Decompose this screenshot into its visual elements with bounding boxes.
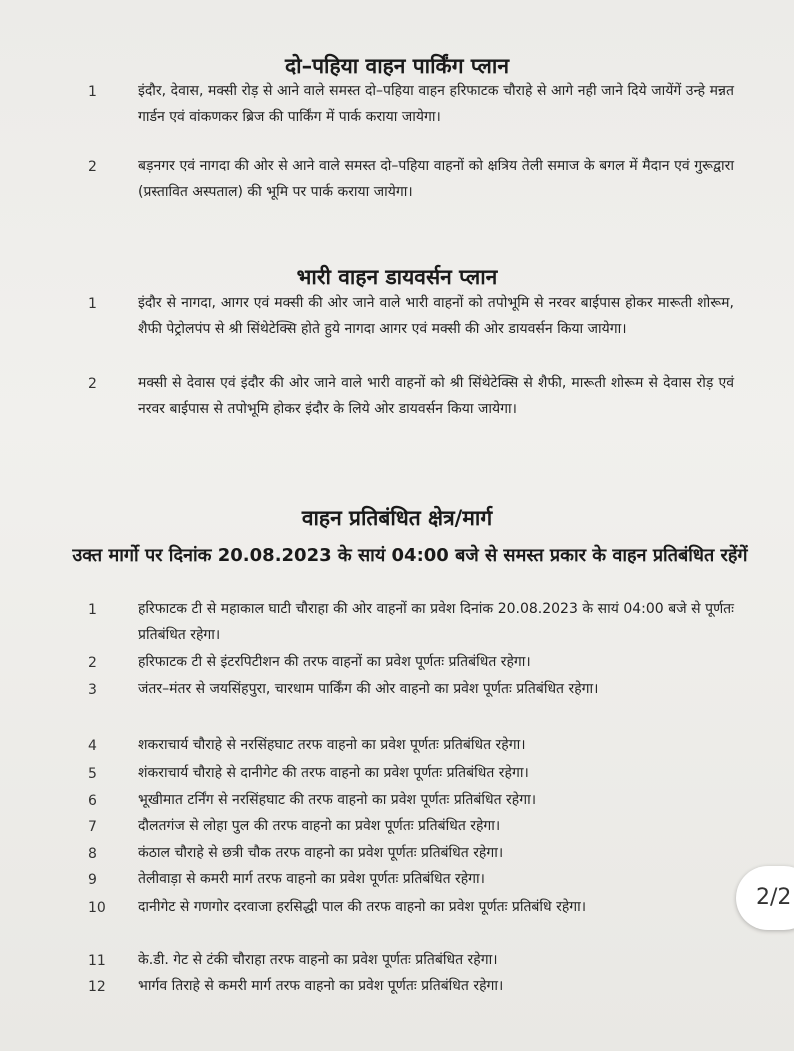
item-number: 6 — [88, 793, 97, 809]
item-number: 7 — [88, 819, 97, 835]
item-number: 10 — [88, 900, 106, 916]
item-number: 1 — [88, 84, 97, 100]
item-text: जंतर–मंतर से जयसिंहपुरा, चारधाम पार्किंग की ओर वाहनो का प्रवेश पूर्णतः प्रतिबंधित रहेगा। — [138, 681, 599, 697]
item-number: 1 — [88, 602, 97, 618]
item-number: 9 — [88, 872, 97, 888]
two-wheeler-heading: दो–पहिया वाहन पार्किंग प्लान — [284, 54, 509, 78]
item-text: हरिफाटक टी से इंटरपिटीशन की तरफ वाहनों का प्रवेश पूर्णतः प्रतिबंधित रहेगा। — [138, 654, 531, 670]
item-text: इंदौर से नागदा, आगर एवं मक्सी की ओर जाने वाले भारी वाहनों को तपोभूमि से नरवर बाईपास होकर मारूती शोरूम, शैफी पेट्रोलपंप से श्री सिंथेटेक्सि होते हुये नागदा आगर एवं मक्सी की ओर डायवर्सन किया जायेगा। — [138, 295, 734, 337]
item-number: 4 — [88, 738, 97, 754]
item-text: बड़नगर एवं नागदा की ओर से आने वाले समस्त दो–पहिया वाहनों को क्षत्रिय तेली समाज के बगल में मैदान एवं गुरूद्वारा (प्रस्तावित अस्पताल) की भूमि पर पार्क कराया जायेगा। — [138, 158, 734, 200]
item-number: 8 — [88, 846, 97, 862]
item-text: भार्गव तिराहे से कमरी मार्ग तरफ वाहनो का प्रवेश पूर्णतः प्रतिबंधित रहेगा। — [138, 978, 504, 994]
item-text: तेलीवाड़ा से कमरी मार्ग तरफ वाहनो का प्रवेश पूर्णतः प्रतिबंधित रहेगा। — [138, 871, 485, 887]
restricted-subheading: उक्त मार्गो पर दिनांक 20.08.2023 के सायं 04:00 बजे से समस्त प्रकार के वाहन प्रतिबंधित रहेंगें — [72, 545, 748, 566]
item-number: 11 — [88, 953, 106, 969]
item-number: 2 — [88, 159, 97, 175]
item-number: 1 — [88, 296, 97, 312]
heavy-vehicle-heading: भारी वाहन डायवर्सन प्लान — [296, 265, 498, 289]
item-text: शकराचार्य चौराहे से नरसिंहघाट तरफ वाहनो का प्रवेश पूर्णतः प्रतिबंधित रहेगा। — [138, 737, 526, 753]
item-number: 5 — [88, 766, 97, 782]
page-indicator-badge: 2/2 — [736, 866, 794, 930]
item-number: 2 — [88, 655, 97, 671]
restricted-heading: वाहन प्रतिबंधित क्षेत्र/मार्ग — [301, 506, 493, 530]
item-text: दानीगेट से गणगोर दरवाजा हरसिद्धी पाल की तरफ वाहनो का प्रवेश पूर्णतः प्रतिबंधि रहेगा। — [138, 899, 587, 915]
item-text: शंकराचार्य चौराहे से दानीगेट की तरफ वाहनो का प्रवेश पूर्णतः प्रतिबंधित रहेगा। — [138, 765, 529, 781]
item-number: 3 — [88, 682, 97, 698]
item-text: इंदौर, देवास, मक्सी रोड़ से आने वाले समस्त दो–पहिया वाहन हरिफाटक चौराहे से आगे नही जाने दिये जायेंगें उन्हे मन्नत गार्डन एवं वांकणकर ब्रिज की पार्किंग में पार्क कराया जायेगा। — [138, 83, 734, 125]
item-text: कंठाल चौराहे से छत्री चौक तरफ वाहनो का प्रवेश पूर्णतः प्रतिबंधित रहेगा। — [138, 845, 504, 861]
item-number: 2 — [88, 376, 97, 392]
item-text: दौलतगंज से लोहा पुल की तरफ वाहनो का प्रवेश पूर्णतः प्रतिबंधित रहेगा। — [138, 818, 501, 834]
item-text: मक्सी से देवास एवं इंदौर की ओर जाने वाले भारी वाहनों को श्री सिंथेटेक्सि से शैफी, मारूती शोरूम से देवास रोड़ एवं नरवर बाईपास से तपोभूमि होकर इंदौर के लिये ओर डायवर्सन किया जायेगा। — [138, 375, 734, 417]
item-number: 12 — [88, 979, 106, 995]
item-text: के.डी. गेट से टंकी चौराहा तरफ वाहनो का प्रवेश पूर्णतः प्रतिबंधित रहेगा। — [138, 952, 498, 968]
item-text: भूखीमात टर्निंग से नरसिंहघाट की तरफ वाहनो का प्रवेश पूर्णतः प्रतिबंधित रहेगा। — [138, 792, 537, 808]
item-text: हरिफाटक टी से महाकाल घाटी चौराहा की ओर वाहनों का प्रवेश दिनांक 20.08.2023 के सायं 04:00 बजे से पूर्णतः प्रतिबंधित रहेगा। — [138, 601, 734, 643]
